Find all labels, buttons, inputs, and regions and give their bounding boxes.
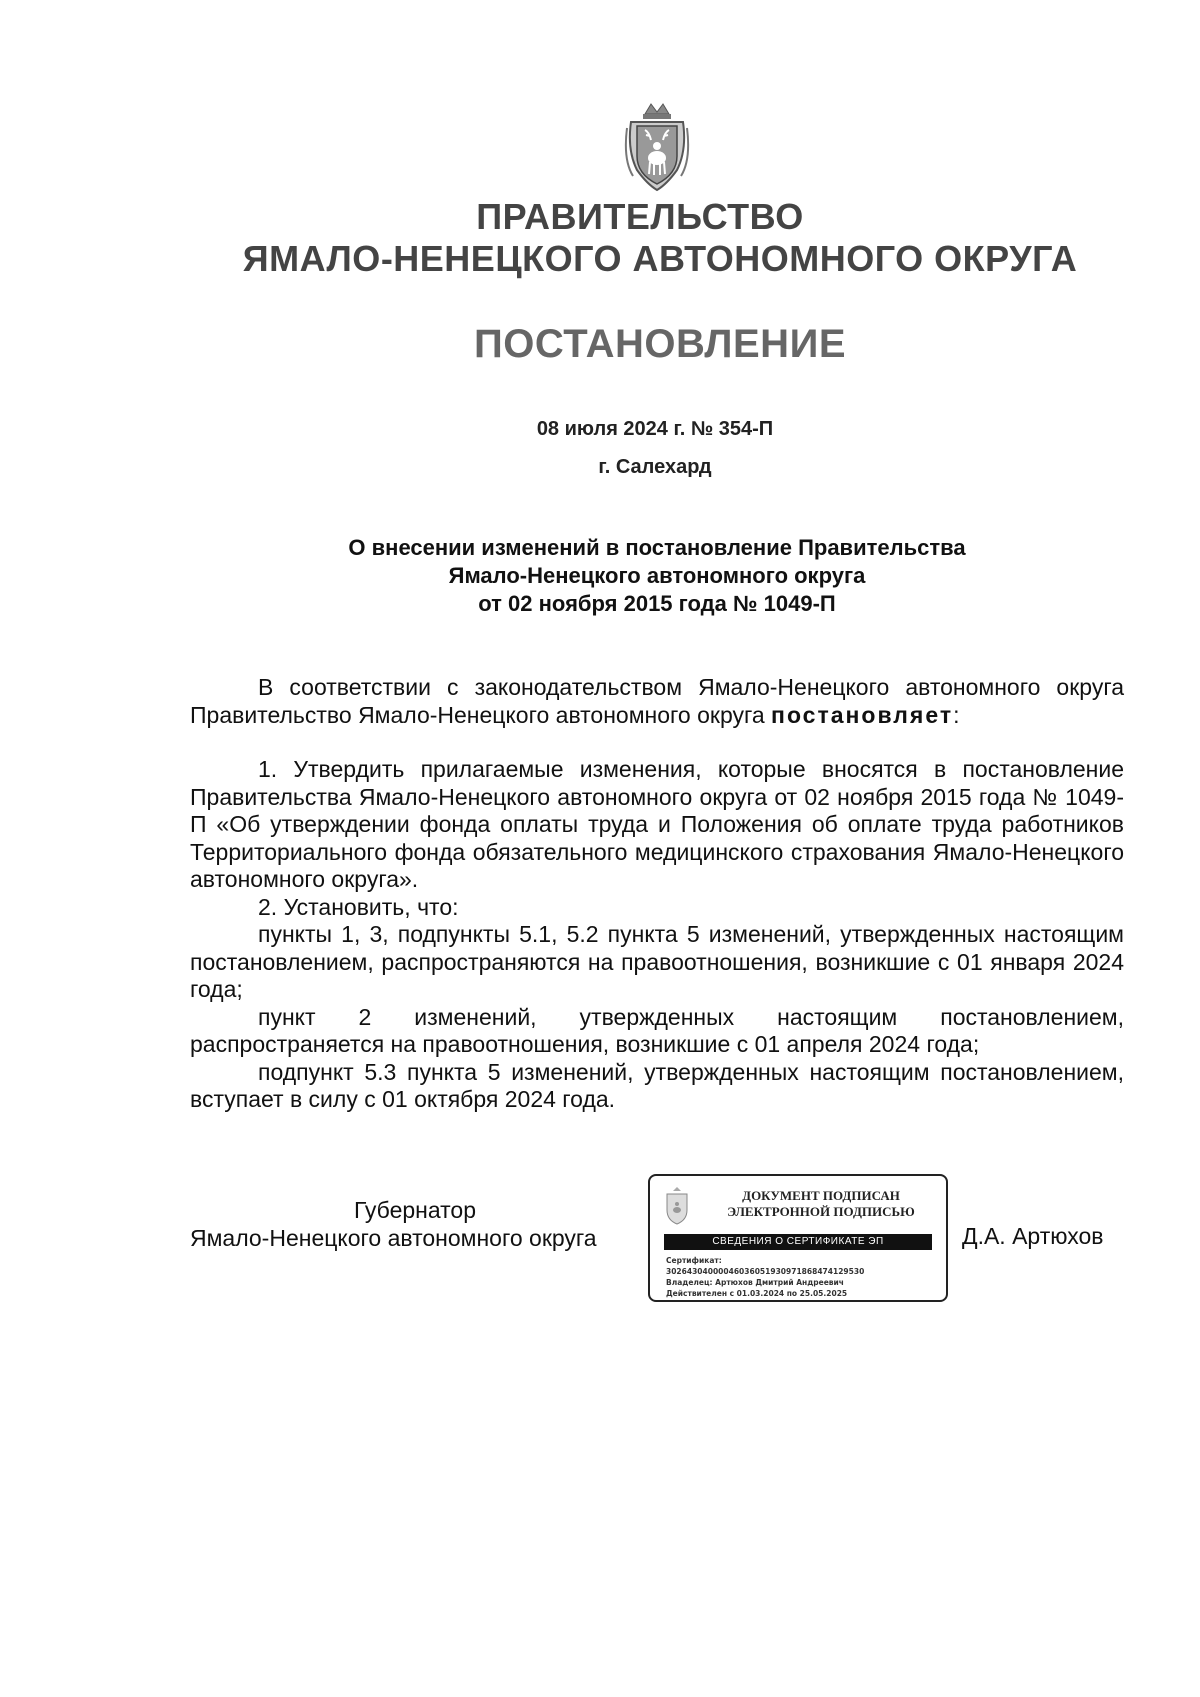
stamp-certificate-bar: СВЕДЕНИЯ О СЕРТИФИКАТЕ ЭП xyxy=(664,1234,932,1250)
title-line1: О внесении изменений в постановление Правительства xyxy=(348,535,966,560)
organization-name-line2: ЯМАЛО-НЕНЕЦКОГО АВТОНОМНОГО ОКРУГА xyxy=(242,238,1078,279)
title-line3: от 02 ноября 2015 года № 1049-П xyxy=(478,591,836,616)
stamp-emblem-icon xyxy=(664,1186,690,1226)
clause-2-item-2: пункт 2 изменений, утвержденных настоящим постановлением, распространяется на правоотношения, возникшие с 01 апреля 2024 года; xyxy=(190,1003,1124,1057)
resolves-keyword: постановляет xyxy=(771,701,954,728)
signatory-title: Губернатор xyxy=(353,1197,477,1223)
stamp-owner: Владелец: Артюхов Дмитрий Андреевич xyxy=(666,1278,844,1287)
document-type: ПОСТАНОВЛЕНИЕ xyxy=(473,322,846,366)
stamp-heading xyxy=(704,1188,938,1220)
document-title xyxy=(190,534,1124,618)
clause-1: 1. Утвердить прилагаемые изменения, которые вносятся в постановление Правительства Ямало-Ненецкого автономного округа от 02 ноября 2015 года № 1049-П «Об утверждении фонда оплаты труда и Положения об оплате труда работников Территориального фонда обязательного медицинского страхования Ямало-Ненецкого автономного округа». xyxy=(190,756,1124,892)
stamp-cert-label: Сертификат: xyxy=(666,1256,722,1265)
preamble xyxy=(190,674,1124,729)
clause-2-item-3: подпункт 5.3 пункта 5 изменений, утвержденных настоящим постановлением, вступает в силу с 01 октября 2024 года. xyxy=(190,1058,1124,1112)
document-city: г. Салехард xyxy=(598,456,712,478)
stamp-heading-line2: ЭЛЕКТРОННОЙ ПОДПИСЬЮ xyxy=(727,1204,915,1219)
preamble-paragraph xyxy=(190,674,1124,729)
stamp-validity: Действителен с 01.03.2024 по 25.05.2025 xyxy=(666,1289,848,1298)
resolution-clauses xyxy=(190,756,1124,1114)
stamp-heading-line1: ДОКУМЕНТ ПОДПИСАН xyxy=(742,1188,900,1203)
signatory-region: Ямало-Ненецкого автономного округа xyxy=(190,1225,597,1251)
preamble-colon: : xyxy=(953,701,960,728)
document-date-number: 08 июля 2024 г. № 354-П xyxy=(536,418,774,440)
clause-2: 2. Установить, что: xyxy=(258,893,459,920)
preamble-text: В соответствии с законодательством Ямало-Ненецкого автономного округа Правительство Ямало-Ненецкого автономного округа xyxy=(190,674,1124,728)
title-line2: Ямало-Ненецкого автономного округа xyxy=(448,563,866,588)
organization-name-line1: ПРАВИТЕЛЬСТВО xyxy=(476,196,804,237)
stamp-cert-value: 30264304000046036051930971868474129530 xyxy=(666,1267,865,1276)
signatory-name: Д.А. Артюхов xyxy=(962,1223,1104,1249)
electronic-signature-stamp xyxy=(648,1174,948,1302)
coat-of-arms-emblem xyxy=(623,100,691,192)
clause-2-item-1: пункты 1, 3, подпункты 5.1, 5.2 пункта 5 изменений, утвержденных настоящим постановлением, распространяются на правоотношения, возникшие с 01 января 2024 года; xyxy=(190,921,1124,1002)
